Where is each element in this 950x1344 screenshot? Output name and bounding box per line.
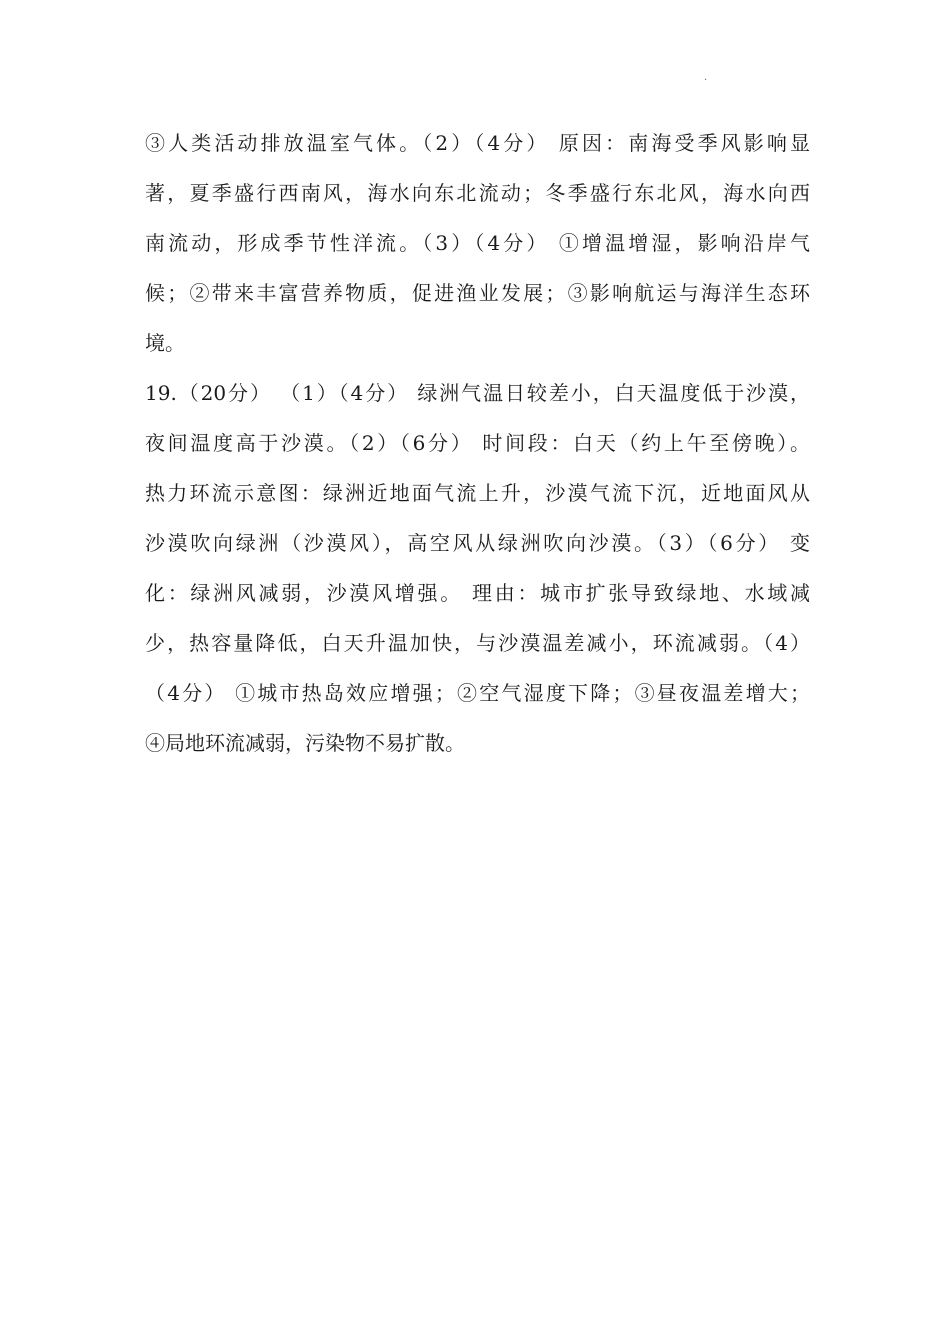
text-line: ③人类活动排放温室气体。（2）（4分） 原因：南海受季风影响显 bbox=[145, 131, 810, 155]
text-line: 19.（20分） （1）（4分） 绿洲气温日较差小，白天温度低于沙漠， bbox=[145, 381, 810, 405]
text-line: 热力环流示意图：绿洲近地面气流上升，沙漠气流下沉，近地面风从 bbox=[145, 481, 810, 505]
answer-text-block bbox=[145, 118, 810, 768]
text-line: 南流动，形成季节性洋流。（3）（4分） ①增温增湿，影响沿岸气 bbox=[145, 231, 810, 255]
corner-mark: . bbox=[704, 72, 708, 83]
text-line: 境。 bbox=[145, 331, 185, 355]
text-line: 少，热容量降低，白天升温加快，与沙漠温差减小，环流减弱。（4） bbox=[145, 631, 810, 655]
text-line: 著，夏季盛行西南风，海水向东北流动；冬季盛行东北风，海水向西 bbox=[145, 181, 810, 205]
text-line: 化：绿洲风减弱，沙漠风增强。 理由：城市扩张导致绿地、水域减 bbox=[145, 581, 810, 605]
text-line: （4分） ①城市热岛效应增强；②空气湿度下降；③昼夜温差增大； bbox=[145, 681, 810, 705]
text-line: 沙漠吹向绿洲（沙漠风），高空风从绿洲吹向沙漠。（3）（6分） 变 bbox=[145, 531, 810, 555]
text-line: 候；②带来丰富营养物质，促进渔业发展；③影响航运与海洋生态环 bbox=[145, 281, 810, 305]
text-line: ④局地环流减弱，污染物不易扩散。 bbox=[145, 731, 465, 755]
text-line: 夜间温度高于沙漠。（2）（6分） 时间段：白天（约上午至傍晚）。 bbox=[145, 431, 810, 455]
